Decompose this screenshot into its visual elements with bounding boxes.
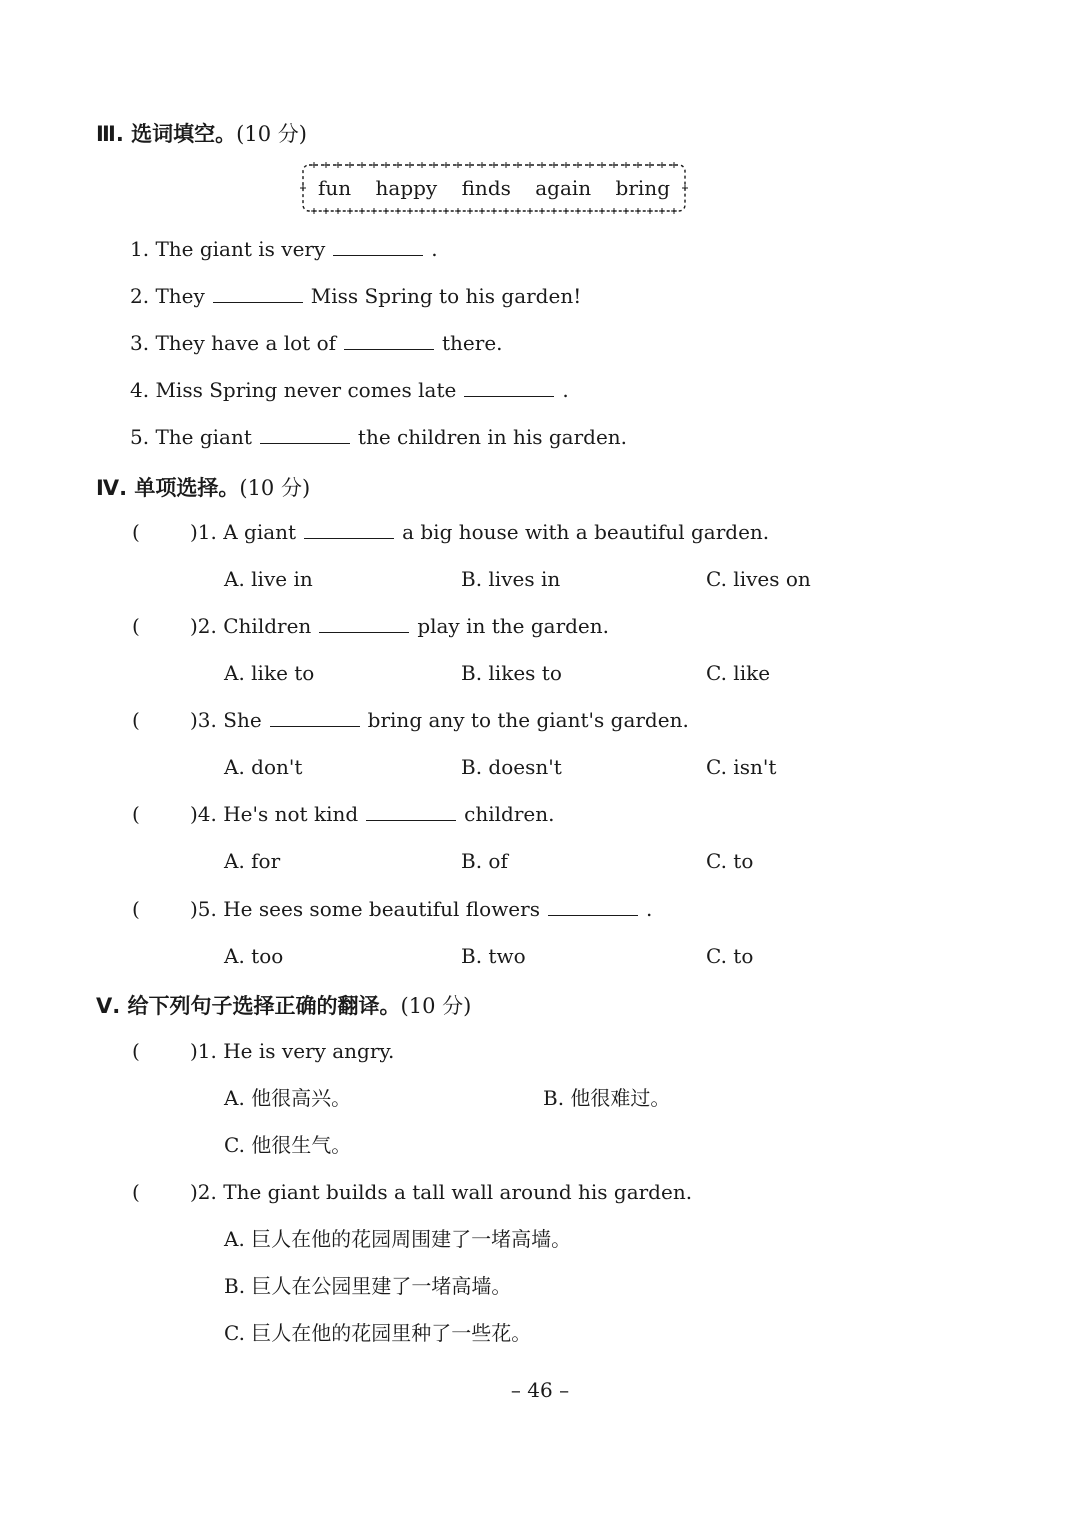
option-b[interactable]: B. 巨人在公园里建了一堵高墙。 <box>224 1274 512 1298</box>
section-3-points: (10 分) <box>236 122 307 146</box>
option-c[interactable]: C. lives on <box>706 567 811 591</box>
answer-blank <box>366 802 456 821</box>
section-3-title <box>96 118 307 148</box>
fill-item-4 <box>130 378 569 402</box>
answer-paren[interactable]: ( <box>132 708 140 732</box>
word-bank-word: bring <box>615 176 670 200</box>
option-a[interactable]: A. don't <box>224 755 303 779</box>
option-c[interactable]: C. like <box>706 661 771 685</box>
question-text: )5. He sees some beautiful flowers <box>190 897 540 921</box>
answer-paren[interactable]: ( <box>132 897 140 921</box>
option-b[interactable]: B. 他很难过。 <box>543 1086 671 1110</box>
question-text: . <box>645 897 653 921</box>
question-text: bring any to the giant's garden. <box>367 708 689 732</box>
word-bank-word: happy <box>375 176 438 200</box>
option-b[interactable]: B. two <box>461 944 526 968</box>
option-a[interactable]: A. 巨人在他的花园周围建了一堵高墙。 <box>224 1227 572 1251</box>
option-c[interactable]: C. 他很生气。 <box>224 1133 352 1157</box>
fill-item-text: there. <box>442 331 503 355</box>
question-text: play in the garden. <box>417 614 610 638</box>
fill-item-text: . <box>431 237 438 261</box>
option-a[interactable]: A. too <box>224 944 284 968</box>
word-bank-words <box>300 176 688 200</box>
choice-question-1 <box>190 520 769 544</box>
answer-blank[interactable] <box>213 284 303 303</box>
question-text: )1. A giant <box>190 520 297 544</box>
answer-blank <box>304 520 394 539</box>
question-text: )4. He's not kind <box>190 802 359 826</box>
section-5-heading: Ⅴ. 给下列句子选择正确的翻译。 <box>96 994 401 1018</box>
translation-question-2: )2. The giant builds a tall wall around his garden. <box>190 1180 693 1204</box>
section-5-title <box>96 990 471 1020</box>
translation-question-1: )1. He is very angry. <box>190 1039 395 1063</box>
word-bank-word: finds <box>461 176 511 200</box>
answer-blank <box>548 897 638 916</box>
word-bank-box <box>300 162 688 214</box>
answer-paren[interactable]: ( <box>132 520 140 544</box>
answer-paren[interactable]: ( <box>132 614 140 638</box>
option-b[interactable]: B. doesn't <box>461 755 562 779</box>
answer-blank <box>270 708 360 727</box>
section-3-heading: Ⅲ. 选词填空。 <box>96 122 237 146</box>
option-b[interactable]: B. of <box>461 849 508 873</box>
section-4-heading: Ⅳ. 单项选择。 <box>96 476 240 500</box>
fill-item-2 <box>130 284 581 308</box>
option-a[interactable]: A. for <box>224 849 281 873</box>
section-4-title <box>96 472 310 502</box>
fill-item-text: 5. The giant <box>130 425 252 449</box>
question-text: children. <box>464 802 555 826</box>
answer-blank[interactable] <box>333 237 423 256</box>
option-c[interactable]: C. to <box>706 944 754 968</box>
page-number: – 46 – <box>510 1378 570 1402</box>
answer-blank[interactable] <box>464 378 554 397</box>
option-b[interactable]: B. likes to <box>461 661 562 685</box>
fill-item-text: 4. Miss Spring never comes late <box>130 378 457 402</box>
fill-item-text: . <box>562 378 569 402</box>
fill-item-5 <box>130 425 627 449</box>
word-bank-word: again <box>535 176 592 200</box>
answer-blank <box>319 614 409 633</box>
fill-item-text: 3. They have a lot of <box>130 331 337 355</box>
answer-paren[interactable]: ( <box>132 802 140 826</box>
fill-item-3 <box>130 331 503 355</box>
answer-paren[interactable]: ( <box>132 1039 140 1063</box>
question-text: )3. She <box>190 708 262 732</box>
fill-item-text: 1. The giant is very <box>130 237 326 261</box>
choice-question-5 <box>190 897 652 921</box>
word-bank-word: fun <box>317 176 352 200</box>
question-text: )2. Children <box>190 614 312 638</box>
fill-item-1 <box>130 237 438 261</box>
fill-item-text: 2. They <box>130 284 205 308</box>
choice-question-4 <box>190 802 554 826</box>
option-c[interactable]: C. 巨人在他的花园里种了一些花。 <box>224 1321 532 1345</box>
choice-question-3 <box>190 708 689 732</box>
option-a[interactable]: A. 他很高兴。 <box>224 1086 352 1110</box>
answer-blank[interactable] <box>260 425 350 444</box>
fill-item-text: Miss Spring to his garden! <box>310 284 582 308</box>
option-a[interactable]: A. like to <box>224 661 315 685</box>
answer-blank[interactable] <box>344 331 434 350</box>
answer-paren[interactable]: ( <box>132 1180 140 1204</box>
option-c[interactable]: C. isn't <box>706 755 777 779</box>
section-4-points: (10 分) <box>239 476 311 500</box>
option-b[interactable]: B. lives in <box>461 567 561 591</box>
fill-item-text: the children in his garden. <box>357 425 628 449</box>
section-5-points: (10 分) <box>400 994 472 1018</box>
option-a[interactable]: A. live in <box>224 567 313 591</box>
question-text: a big house with a beautiful garden. <box>402 520 770 544</box>
choice-question-2 <box>190 614 609 638</box>
option-c[interactable]: C. to <box>706 849 754 873</box>
